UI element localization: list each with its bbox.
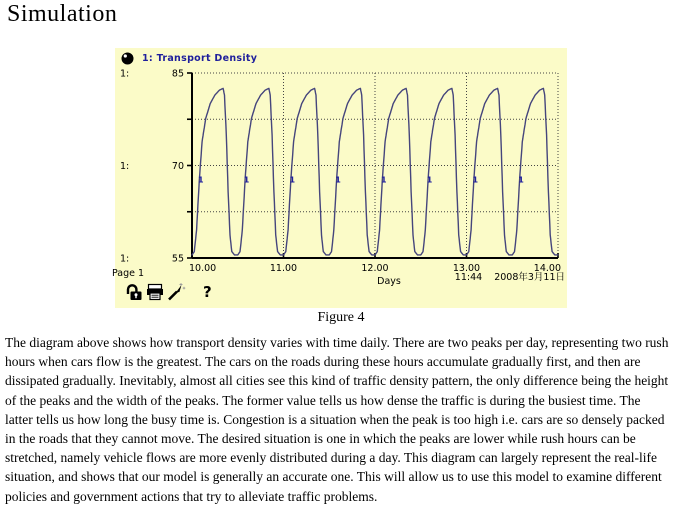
curve-series-marker: 1	[289, 175, 296, 185]
series-index-label: 1:	[120, 68, 130, 80]
time-label: 11:44	[454, 272, 483, 283]
curve-series-marker: 1	[335, 175, 341, 185]
help-icon[interactable]: ?	[203, 283, 212, 301]
curve-series-marker: 1	[472, 175, 479, 185]
paintbrush-icon[interactable]	[166, 282, 186, 302]
x-tick-label: 10.00	[189, 263, 217, 274]
series-index-label: 1:	[120, 253, 130, 265]
date-label: 2008年3月11日	[494, 272, 565, 283]
curve-series-marker: 1	[426, 175, 433, 185]
printer-icon[interactable]	[145, 282, 165, 302]
curve-series-marker: 1	[381, 175, 387, 185]
x-tick-label: 14.00	[533, 263, 561, 274]
curve-series-marker: 1	[518, 175, 524, 185]
x-tick-label: 12.00	[361, 263, 389, 274]
y-tick-label: 55	[171, 253, 184, 265]
curve-series-marker: 1	[198, 175, 204, 185]
graph-pad-toolbar	[124, 281, 212, 302]
y-tick-label: 70	[171, 161, 184, 172]
y-tick-label: 85	[171, 68, 184, 80]
series-index-label: 1:	[120, 161, 130, 172]
curve-series-marker: 1	[243, 175, 250, 185]
simulation-graph-panel	[112, 48, 567, 308]
x-axis-title: Days	[377, 276, 401, 287]
x-tick-label: 11.00	[269, 263, 298, 274]
x-tick-label: 13.00	[452, 263, 481, 274]
body-paragraph: The diagram above shows how transport density varies with time daily. There are two peaks per day, representing two rush hours when cars flow is the greatest. The cars on the roads during these hours accumulate gradually first, and then are dissipated gradually. Inevitably, almost all cities see this kind of traffic density pattern, the only difference being the height of the peaks and the width of the peaks. The former value tells us how dense the traffic is during the busiest time. The latter tells us how long the busy time is. Congestion is a situation when the peak is too high i.e. cars are so densely packed in the roads that they cannot move. The desired situation is one in which the peaks are lower while rush hours can be stretched, namely vehicle flows are more evenly distributed during a day. This diagram can largely represent the real-life situation, and shows that our model is generally an accurate one. This will allow us to use this model to examine different policies and government actions that try to alleviate traffic problems.	[5, 335, 669, 504]
legend-series-label: 1: Transport Density	[142, 52, 258, 64]
unlock-icon[interactable]	[124, 282, 144, 302]
figure-caption: Figure 4	[317, 310, 365, 325]
page-title: Simulation	[7, 1, 118, 27]
page-number-label: Page 1	[112, 268, 145, 279]
